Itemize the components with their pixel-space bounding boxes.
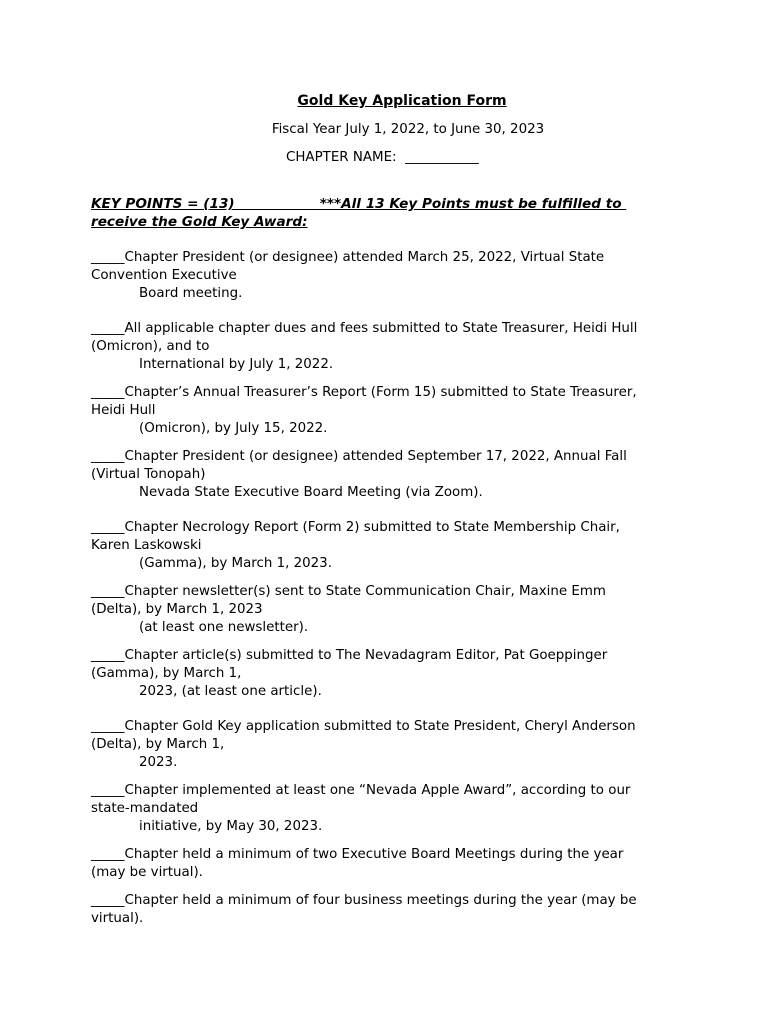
item-line: (Omicron), and to <box>91 338 210 354</box>
key-point-item-6 <box>91 583 671 636</box>
item-line: _____Chapter President (or designee) attended March 25, 2022, Virtual State <box>91 250 605 265</box>
item-line: _____Chapter’s Annual Treasurer’s Report (Form 15) submitted to State Treasurer, <box>91 385 637 400</box>
item-line: 2023, (at least one article). <box>139 683 322 699</box>
item-line: _____Chapter newsletter(s) sent to State Communication Chair, Maxine Emm <box>91 584 606 599</box>
item-line: (Gamma), by March 1, 2023. <box>139 555 332 571</box>
fiscal-year: Fiscal Year July 1, 2022, to June 30, 2023 <box>271 122 545 137</box>
item-line: _____Chapter President (or designee) attended September 17, 2022, Annual Fall <box>91 449 627 464</box>
item-line: Nevada State Executive Board Meeting (via Zoom). <box>139 484 483 500</box>
form-title: Gold Key Application Form <box>297 93 507 109</box>
item-line: state-mandated <box>91 800 199 816</box>
key-points-line-1: KEY POINTS = (13) ***All 13 Key Points must be fulfilled to <box>91 196 627 212</box>
key-points-heading <box>91 195 671 231</box>
item-line: (Delta), by March 1, 2023 <box>91 601 263 617</box>
item-line: virtual). <box>91 910 144 926</box>
key-point-item-4 <box>91 448 671 501</box>
item-line: 2023. <box>139 754 178 770</box>
item-line: (Delta), by March 1, <box>91 736 225 752</box>
chapter-name-field: CHAPTER NAME: ___________ <box>286 150 479 165</box>
item-line: Board meeting. <box>139 285 243 301</box>
item-line: International by July 1, 2022. <box>139 356 334 372</box>
item-line: _____Chapter implemented at least one “Nevada Apple Award”, according to our <box>91 783 631 798</box>
key-point-item-11 <box>91 892 671 928</box>
item-line: _____Chapter held a minimum of two Executive Board Meetings during the year <box>91 847 624 862</box>
item-line: (Omicron), by July 15, 2022. <box>139 420 328 436</box>
key-point-item-9 <box>91 782 671 835</box>
item-line: (Gamma), by March 1, <box>91 665 242 681</box>
key-point-item-5 <box>91 519 671 572</box>
key-point-item-8 <box>91 718 671 771</box>
item-line: (at least one newsletter). <box>139 619 309 635</box>
item-line: Karen Laskowski <box>91 537 202 553</box>
item-line: initiative, by May 30, 2023. <box>139 818 323 834</box>
key-point-item-2 <box>91 320 671 373</box>
key-points-line-2: receive the Gold Key Award: <box>91 214 308 230</box>
key-point-item-1 <box>91 249 671 302</box>
item-line: _____Chapter Gold Key application submitted to State President, Cheryl Anderson <box>91 719 636 734</box>
item-line: _____All applicable chapter dues and fees submitted to State Treasurer, Heidi Hull <box>91 321 638 336</box>
item-line: Convention Executive <box>91 267 237 283</box>
item-line: (Virtual Tonopah) <box>91 466 206 482</box>
key-point-item-3 <box>91 384 671 437</box>
item-line: Heidi Hull <box>91 402 156 418</box>
key-point-item-7 <box>91 647 671 700</box>
item-line: _____Chapter held a minimum of four business meetings during the year (may be <box>91 893 637 908</box>
item-line: _____Chapter article(s) submitted to The Nevadagram Editor, Pat Goeppinger <box>91 648 608 663</box>
item-line: (may be virtual). <box>91 864 203 880</box>
item-line: _____Chapter Necrology Report (Form 2) submitted to State Membership Chair, <box>91 520 620 535</box>
key-point-item-10 <box>91 846 671 882</box>
